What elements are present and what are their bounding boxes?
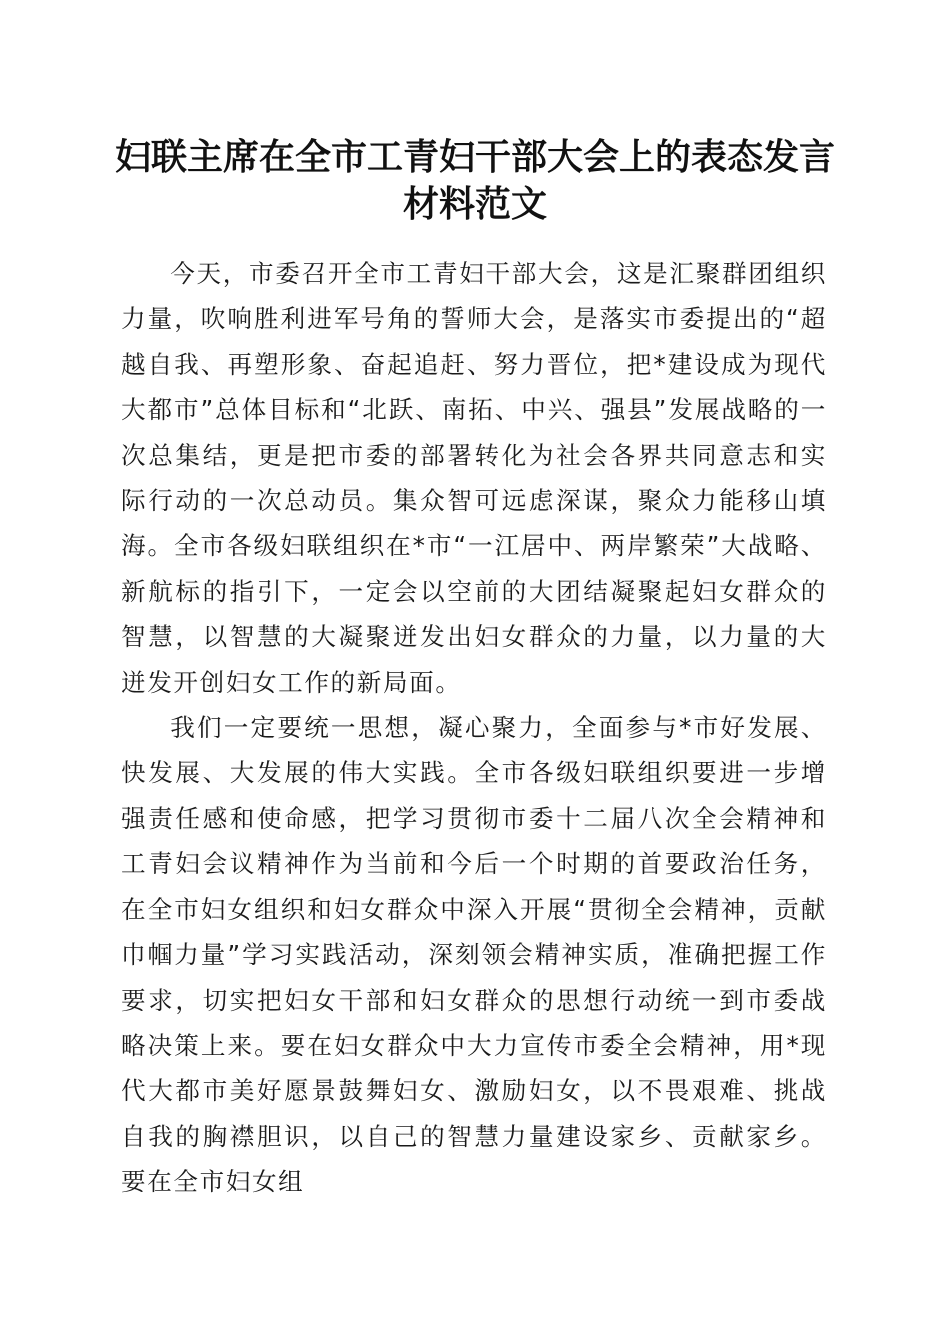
paragraph-1: 今天，市委召开全市工青妇干部大会，这是汇聚群团组织力量，吹响胜利进军号角的誓师大会，是落实市委提出的“超越自我、再塑形象、奋起追赶、努力晋位，把*建设成为现代大都市”总体目标和“北跃、南拓、中兴、强县”发展战略的一次总集结，更是把市委的部署转化为社会各界共同意志和实际行动的一次总动员。集众智可远虑深谋，聚众力能移山填海。全市各级妇联组织在*市“一江居中、两岸繁荣”大战略、新航标的指引下，一定会以空前的大团结凝聚起妇女群众的智慧，以智慧的大凝聚迸发出妇女群众的力量，以力量的大迸发开创妇女工作的新局面。	[121, 259, 827, 697]
document-body	[121, 251, 827, 1205]
paragraph-2: 我们一定要统一思想，凝心聚力，全面参与*市好发展、快发展、大发展的伟大实践。全市各级妇联组织要进一步增强责任感和使命感，把学习贯彻市委十二届八次全会精神和工青妇会议精神作为当前和今后一个时期的首要政治任务，在全市妇女组织和妇女群众中深入开展“贯彻全会精神，贡献巾帼力量”学习实践活动，深刻领会精神实质，准确把握工作要求，切实把妇女干部和妇女群众的思想行动统一到市委战略决策上来。要在妇女群众中大力宣传市委全会精神，用*现代大都市美好愿景鼓舞妇女、激励妇女，以不畏艰难、挑战自我的胸襟胆识，以自己的智慧力量建设家乡、贡献家乡。要在全市妇女组	[121, 713, 827, 1197]
document-title: 妇联主席在全市工青妇干部大会上的表态发言材料范文	[114, 136, 835, 225]
